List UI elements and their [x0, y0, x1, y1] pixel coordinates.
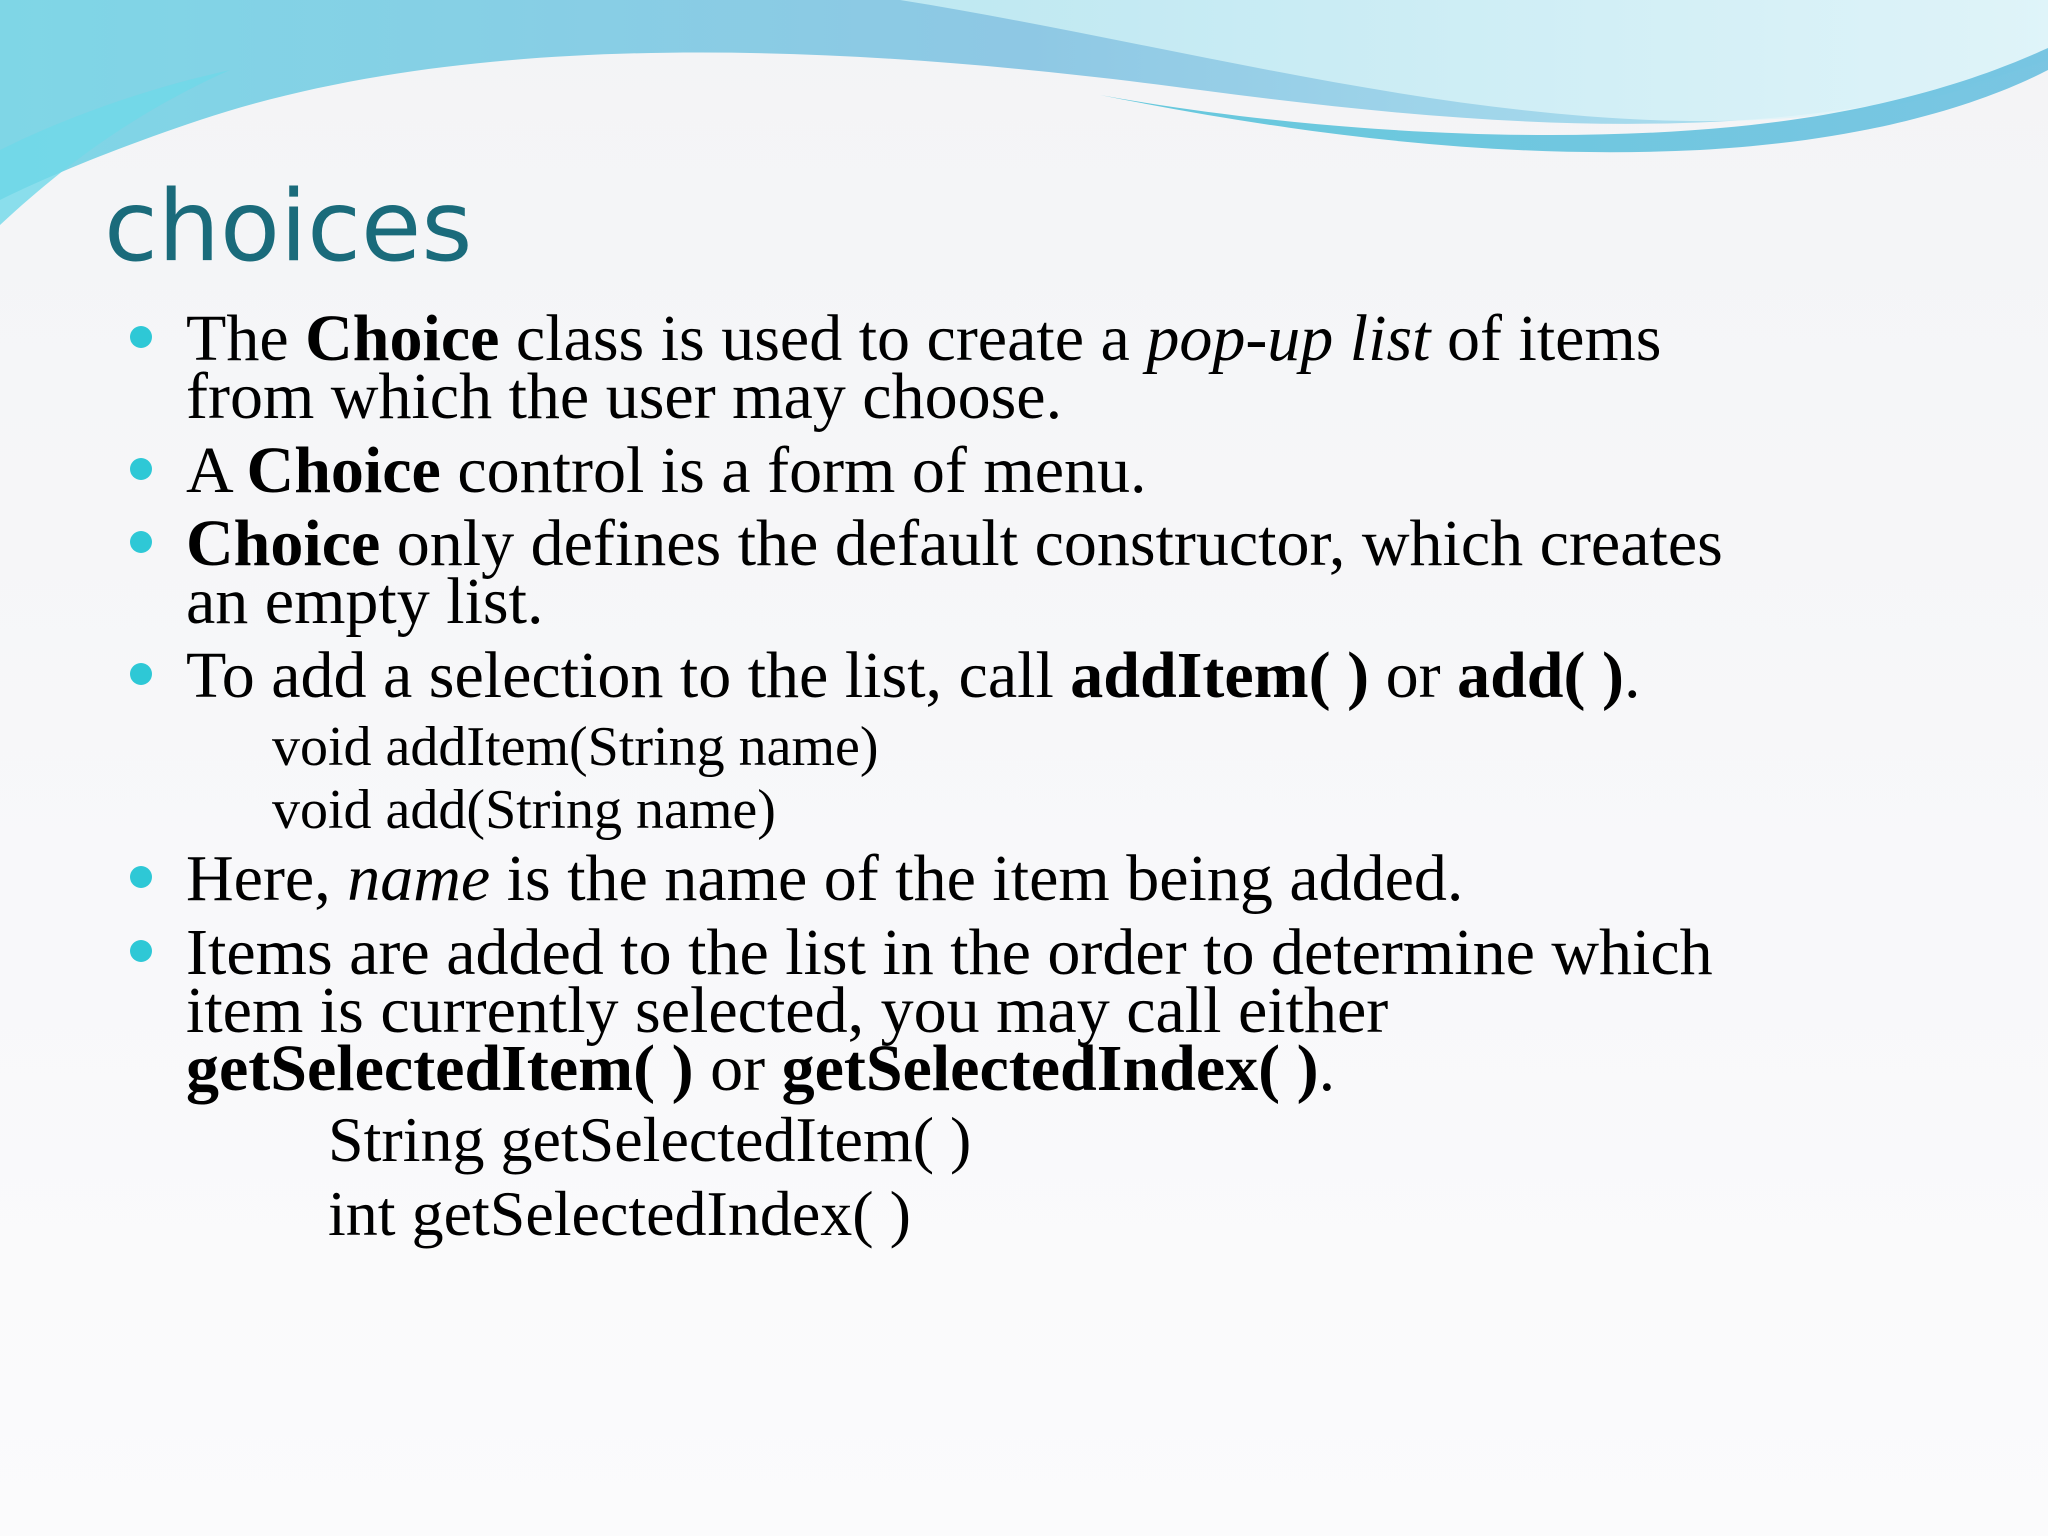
bullet-line: The Choice class is used to create a pop-up list of items: [186, 302, 1662, 375]
bullet-line: Choice only defines the default constructor, which creates: [186, 507, 1723, 580]
bullet-line: Here, name is the name of the item being added.: [186, 842, 1464, 915]
bullet-dot: [130, 663, 152, 685]
bullet-dot: [130, 531, 152, 553]
bullet-line: item is currently selected, you may call either: [186, 974, 1389, 1047]
bullet-line: Items are added to the list in the order to determine which: [186, 916, 1713, 989]
code-line: String getSelectedItem( ): [328, 1104, 972, 1175]
bullet-line: A Choice control is a form of menu.: [186, 434, 1147, 507]
bullet-line: getSelectedItem( ) or getSelectedIndex( ).: [186, 1032, 1336, 1105]
bullet-line: an empty list.: [186, 565, 544, 638]
bullet-dot: [130, 940, 152, 962]
bullet-dot: [130, 326, 152, 348]
bullet-dot: [130, 866, 152, 888]
slide-title: choices: [104, 170, 473, 284]
bullet-dot: [130, 458, 152, 480]
bullet-line: To add a selection to the list, call addItem( ) or add( ).: [186, 639, 1641, 712]
bullet-line: from which the user may choose.: [186, 360, 1063, 433]
code-line: void addItem(String name): [272, 716, 879, 778]
code-line: void add(String name): [272, 779, 776, 841]
code-line: int getSelectedIndex( ): [328, 1178, 911, 1249]
